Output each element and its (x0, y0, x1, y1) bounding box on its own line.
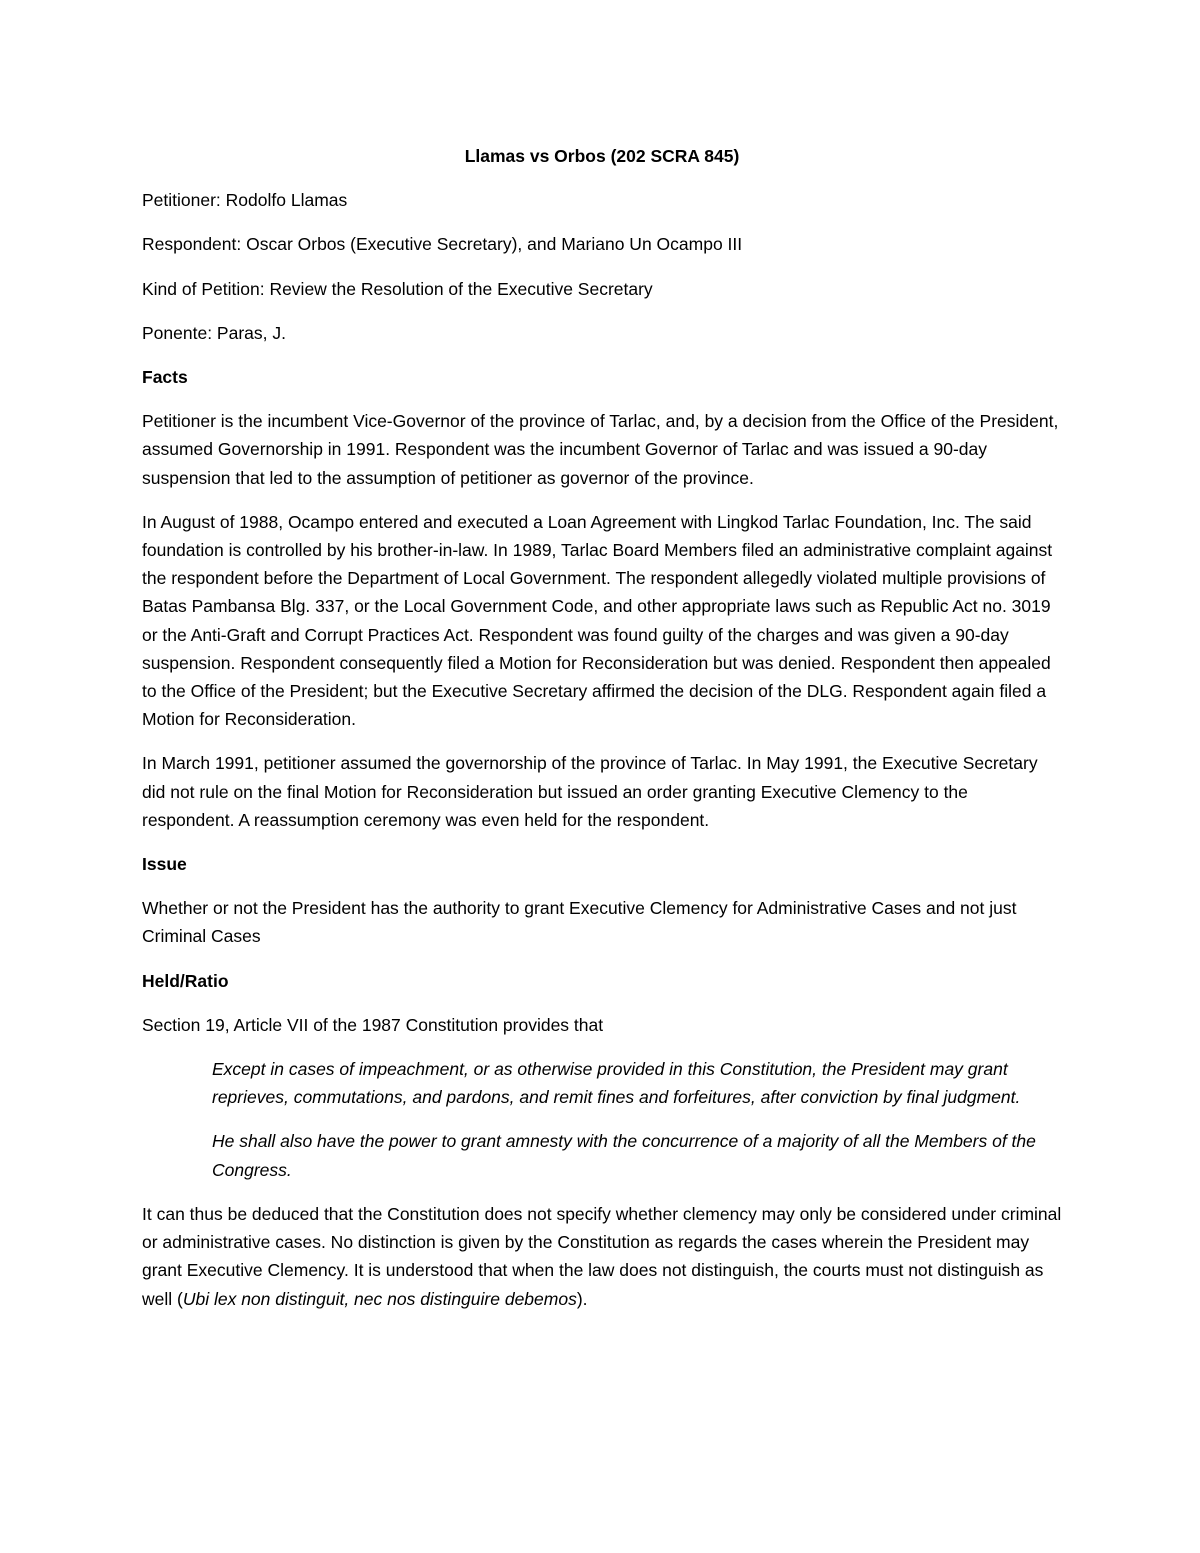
respondent-line: Respondent: Oscar Orbos (Executive Secretary), and Mariano Un Ocampo III (142, 234, 743, 255)
held-intro: Section 19, Article VII of the 1987 Constitution provides that (142, 1014, 604, 1035)
latin-maxim: Ubi lex non distinguit, nec nos distinguire debemos (182, 1288, 577, 1309)
conclusion-paragraph (142, 1200, 1062, 1313)
case-title: Llamas vs Orbos (202 SCRA 845) (464, 146, 740, 166)
facts-paragraph-1: Petitioner is the incumbent Vice-Governor of the province of Tarlac, and, by a decision from the Office of the President, assumed Governorship in 1991. Respondent was the incumbent Governor of Tarlac and was issued a 90-day suspension that led to the assumption of petitioner as governor of the province. (142, 411, 1059, 488)
facts-paragraph-2: In August of 1988, Ocampo entered and executed a Loan Agreement with Lingkod Tarlac Foundation, Inc. The said foundation is controlled by his brother-in-law. In 1989, Tarlac Board Members filed an administrative complaint against the respondent before the Department of Local Government. The respondent allegedly violated multiple provisions of Batas Pambansa Blg. 337, or the Local Government Code, and other appropriate laws such as Republic Act no. 3019 or the Anti-Graft and Corrupt Practices Act. Respondent was found guilty of the charges and was given a 90-day suspension. Respondent consequently filed a Motion for Reconsideration but was denied. Respondent then appealed to the Office of the President; but the Executive Secretary affirmed the decision of the DLG. Respondent again filed a Motion for Reconsideration. (142, 511, 1053, 730)
constitution-quote-1: Except in cases of impeachment, or as otherwise provided in this Constitution, the President may grant reprieves, commutations, and pardons, and remit fines and forfeitures, after conviction by final judgment. (212, 1059, 1021, 1108)
kind-of-petition-line: Kind of Petition: Review the Resolution of the Executive Secretary (142, 278, 653, 299)
issue-paragraph: Whether or not the President has the authority to grant Executive Clemency for Administrative Cases and not just Criminal Cases (142, 898, 1017, 947)
conclusion-text: It can thus be deduced that the Constitution does not specify whether clemency may only be considered under criminal or administrative cases. No distinction is given by the Constitution as regards the cases wherein the President may grant Executive Clemency. It is understood that when the law does not distinguish, the courts must not distinguish as well ( (142, 1203, 1062, 1309)
issue-heading: Issue (142, 854, 187, 875)
ponente-line: Ponente: Paras, J. (142, 322, 286, 343)
facts-heading: Facts (142, 367, 188, 388)
constitution-quote-2: He shall also have the power to grant amnesty with the concurrence of a majority of all the Members of the Congress. (212, 1131, 1036, 1180)
document-body (142, 142, 1062, 1329)
held-heading: Held/Ratio (142, 970, 229, 991)
conclusion-end: ). (576, 1288, 588, 1309)
facts-paragraph-3: In March 1991, petitioner assumed the governorship of the province of Tarlac. In May 1991, the Executive Secretary did not rule on the final Motion for Reconsideration but issued an order granting Executive Clemency to the respondent. A reassumption ceremony was even held for the respondent. (142, 753, 1038, 830)
petitioner-line: Petitioner: Rodolfo Llamas (142, 190, 348, 211)
